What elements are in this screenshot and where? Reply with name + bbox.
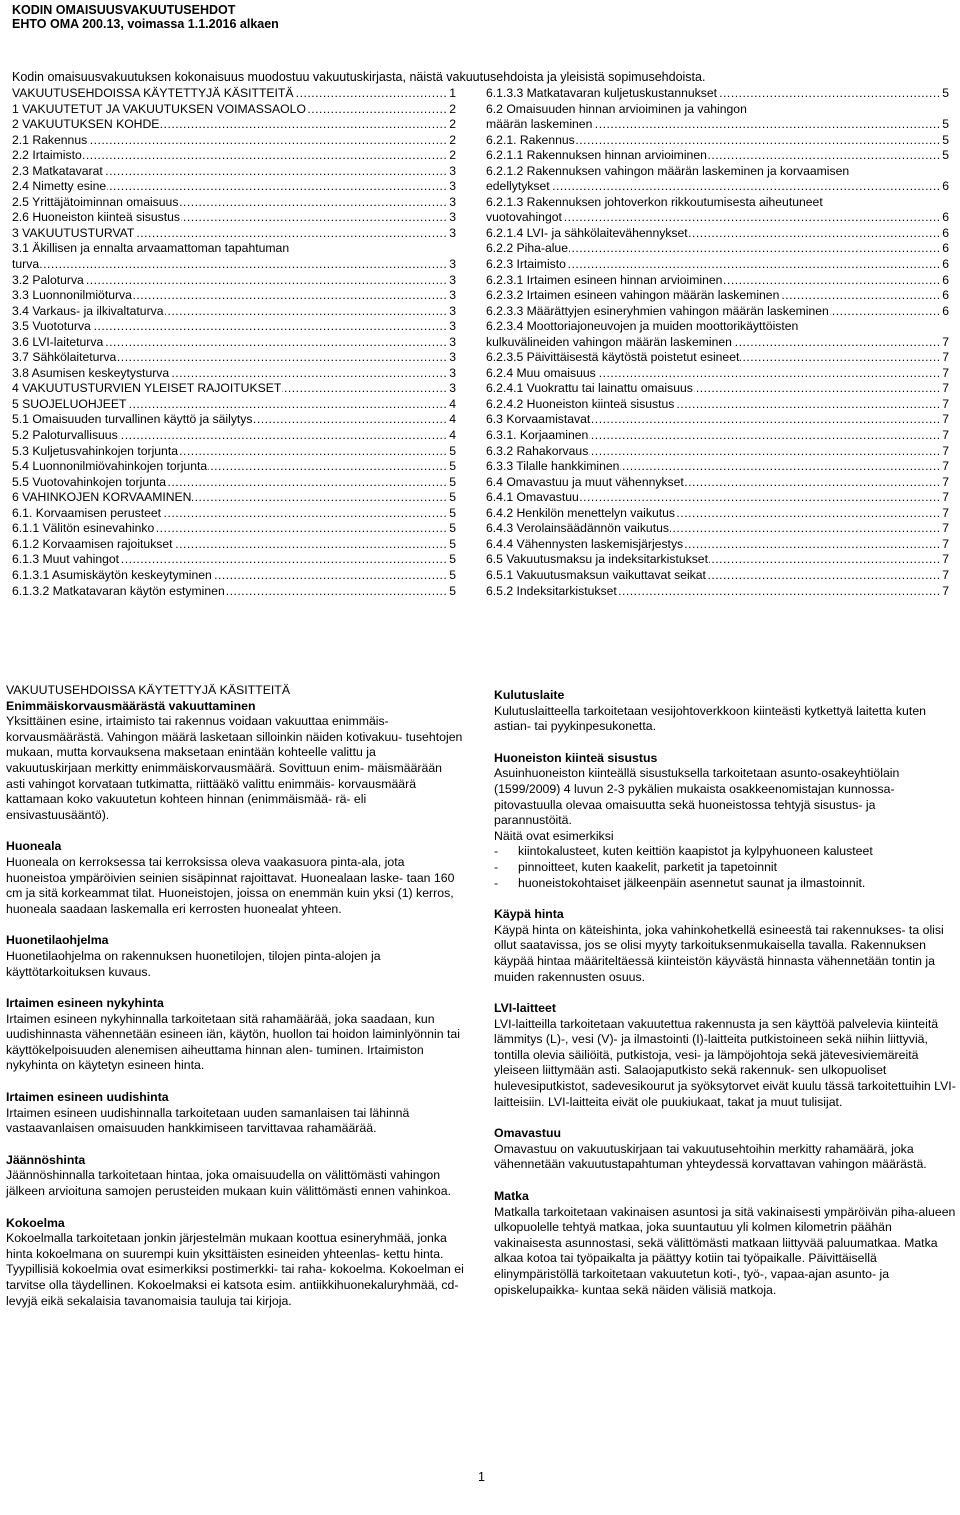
definition-title: Irtaimen esineen uudishinta [6, 1090, 169, 1105]
document-header [12, 3, 279, 31]
toc-entry[interactable] [12, 584, 456, 600]
definitions-heading: VAKUUTUSEHDOISSA KÄYTETTYJÄ KÄSITTEITÄ [6, 683, 291, 697]
toc-entry-page: 3 [449, 303, 456, 318]
toc-entry-page: 1 [449, 86, 456, 100]
toc-entry[interactable] [12, 164, 456, 180]
toc-entry[interactable] [12, 319, 456, 335]
definition-jaannoshinta [6, 1153, 464, 1200]
toc-entry[interactable] [12, 444, 456, 460]
toc-entry-title: 3.8 Asumisen keskeytysturva [12, 365, 170, 380]
examples-intro: Näitä ovat esimerkiksi [494, 828, 614, 843]
toc-entry-title: 5.5 Vuotovahinkojen torjunta [12, 474, 167, 489]
toc-entry-title: 3.7 Sähkölaiteturva [12, 350, 117, 365]
toc-entry[interactable] [12, 335, 456, 351]
toc-entry-title: edellytykset [486, 179, 550, 194]
toc-entry-page: 3 [449, 288, 456, 303]
toc-entry-title: 6.1. Korvaamisen perusteet [12, 505, 162, 520]
document-version: EHTO OMA 200.13, voimassa 1.1.2016 alkaen [12, 17, 279, 31]
toc-entry[interactable] [486, 537, 949, 553]
toc-entry-title: 6.2.4.1 Vuokrattu tai lainattu omaisuus [486, 381, 693, 396]
definitions-left-column [6, 683, 464, 1325]
toc-entry-page: 7 [942, 521, 949, 536]
document-title: KODIN OMAISUUSVAKUUTUSEHDOT [12, 3, 236, 17]
toc-entry-page: 7 [942, 443, 949, 458]
toc-entry-title: 6.2.3.2 Irtaimen esineen vahingon määrän laskeminen [486, 288, 780, 303]
toc-entry-title: 6.2.1.3 Rakennuksen johtoverkon rikkoutumisesta aiheutuneet [486, 194, 823, 209]
toc-entry-title: VAKUUTUSEHDOISSA KÄYTETTYJÄ KÄSITTEITÄ [12, 86, 294, 100]
toc-entry-page: 2 [449, 117, 456, 132]
toc-entry-title: 6.2.3.1 Irtaimen esineen hinnan arvioiminen [486, 272, 723, 287]
definition-kaypa-hinta [494, 907, 956, 985]
toc-entry[interactable] [486, 86, 949, 102]
definition-text: Kokoelmalla tarkoitetaan jonkin järjestelmän mukaan koottua esineryhmää, jonka hinta kokoelmana on suurempi kuin yksittäisten esineiden yhteenlas- kettu hinta. Tyypillisiä kokoelmia ovat esimerkiksi postimerkki- tai raha- kokoelma. Kokoelman ei tarvitse olla täydellinen. Kokoelmaksi ei katsota esim. antiikkihuonekaluryhmää, cd-levyjä eikä sekalaisia tavanomaisia tauluja tai kirjoja. [6, 1231, 464, 1308]
toc-entry-title: 5.1 Omaisuuden turvallinen käyttö ja säilytys [12, 412, 253, 427]
toc-entry-page: 7 [942, 381, 949, 396]
definition-text: Jäännöshinnalla tarkoitetaan hintaa, joka omaisuudella on välittömästi vahingon jälkeen arvioituna samojen perusteiden mukaan kuin välittömästi ennen vahinkoa. [6, 1168, 452, 1199]
toc-entry-page: 6 [942, 210, 949, 225]
definition-text: Asuinhuoneiston kiinteällä sisustuksella tarkoitetaan asunto-osakeyhtiölain (1599/2009) 4 luvun 2-3 pykälien mukaista osakkeenomistajan kunnossa- pitovastuulla olevaa omaisuutta sekä huoneistossa tehtyjä sisustus- ja parannustöitä. [494, 766, 900, 828]
toc-entry-title: turva [12, 257, 40, 272]
toc-entry[interactable] [486, 521, 949, 537]
definition-title: Käypä hinta [494, 907, 564, 922]
toc-entry-page: 5 [942, 86, 949, 100]
toc-entry-page: 5 [449, 536, 456, 551]
definition-kulutuslaite [494, 688, 956, 735]
toc-entry-title: 3.1 Äkillisen ja ennalta arvaamattoman tapahtuman [12, 241, 290, 256]
definition-matka [494, 1189, 956, 1298]
toc-entry[interactable] [12, 273, 456, 289]
toc-entry-page: 3 [449, 257, 456, 272]
toc-entry[interactable] [12, 490, 456, 506]
definition-huonetilaohjelma [6, 933, 464, 980]
definition-title: Jäännöshinta [6, 1152, 86, 1167]
definition-title: Omavastuu [494, 1126, 561, 1141]
toc-entry[interactable] [12, 366, 456, 382]
toc-entry-title: 6.4 Omavastuu ja muut vähennykset [486, 474, 684, 489]
toc-entry-title: 6.4.1 Omavastuu [486, 490, 579, 505]
toc-entry-page: 7 [942, 412, 949, 427]
toc-entry-page: 6 [942, 241, 949, 256]
definition-huoneala [6, 839, 464, 917]
toc-entry[interactable] [486, 304, 949, 320]
toc-entry[interactable] [12, 552, 456, 568]
toc-entry-page: 5 [449, 490, 456, 505]
toc-entry-page: 3 [449, 319, 456, 334]
definition-text: Irtaimen esineen uudishinnalla tarkoitetaan uuden samanlaisen tai lähinnä vastaavanlaisen omaisuuden hankkimiseen tarvittavaa rahamäärää. [6, 1105, 410, 1136]
toc-entry[interactable] [486, 506, 949, 522]
toc-entry[interactable] [12, 210, 456, 226]
toc-entry[interactable] [12, 475, 456, 491]
toc-entry-title: 6.2.2 Piha-alue [486, 241, 568, 256]
toc-entry-page: 6 [942, 288, 949, 303]
page-number: 1 [478, 1470, 485, 1484]
toc-entry[interactable] [486, 288, 949, 304]
toc-entry[interactable] [12, 148, 456, 164]
toc-right-column [486, 86, 949, 599]
definitions-right-column [494, 688, 956, 1314]
definition-title: Matka [494, 1189, 529, 1204]
toc-entry[interactable] [486, 444, 949, 460]
toc-entry-page: 2 [449, 132, 456, 147]
toc-entry-title: 6.2.3.3 Määrättyjen esineryhmien vahingon määrän laskeminen [486, 303, 829, 318]
examples-list [494, 844, 956, 891]
definition-title: Irtaimen esineen nykyhinta [6, 996, 164, 1011]
toc-entry[interactable] [12, 86, 456, 102]
toc-entry-title: kulkuvälineiden vahingon määrän laskeminen [486, 334, 732, 349]
toc-entry[interactable] [12, 179, 456, 195]
toc-entry[interactable] [12, 521, 456, 537]
toc-entry-page: 3 [449, 225, 456, 240]
toc-entry-title: 1 VAKUUTETUT JA VAKUUTUKSEN VOIMASSAOLO [12, 101, 306, 116]
toc-entry-page: 3 [449, 350, 456, 365]
toc-entry[interactable] [486, 366, 949, 382]
definition-text: Irtaimen esineen nykyhinnalla tarkoitetaan sitä rahamäärää, joka saadaan, kun uudishinnasta vähennetään esineen iän, käytön, huollon tai hoidon laiminlyönnin tai käyttökelpoisuuden alenemisen aiheuttama hinnan alen- tuminen. Irtaimiston nykyhinta on käytetyn esineen hinta. [6, 1011, 460, 1073]
toc-entry-title: 6.2.1.1 Rakennuksen hinnan arvioiminen [486, 148, 707, 163]
toc-entry[interactable] [12, 226, 456, 242]
toc-entry-title: 6.2.1. Rakennus [486, 132, 575, 147]
toc-entry-page: 5 [449, 583, 456, 598]
toc-entry-page: 5 [449, 443, 456, 458]
toc-entry[interactable] [486, 195, 949, 211]
toc-entry-title: 6.2.3.4 Moottoriajoneuvojen ja muiden moottorikäyttöisten [486, 319, 799, 334]
toc-entry-page: 3 [449, 381, 456, 396]
toc-entry-page: 3 [449, 163, 456, 178]
toc-entry-title: 6.2.1.2 Rakennuksen vahingon määrän laskeminen ja korvaamisen [486, 163, 850, 178]
toc-entry-page: 7 [942, 583, 949, 598]
definition-text: Kulutuslaitteella tarkoitetaan vesijohtoverkkoon kiinteästi kytkettyä laitetta kuten astian- tai pyykinpesukonetta. [494, 703, 926, 734]
toc-entry-page: 7 [942, 428, 949, 443]
toc-entry-page: 5 [449, 459, 456, 474]
toc-entry-title: 2.3 Matkatavarat [12, 163, 103, 178]
toc-entry-title: 3 VAKUUTUSTURVAT [12, 225, 135, 240]
toc-entry-page: 3 [449, 194, 456, 209]
definition-kiintea-sisustus [494, 751, 956, 891]
toc-entry-page: 7 [942, 396, 949, 411]
toc-entry-page: 6 [942, 257, 949, 272]
toc-entry-title: 6.5.1 Vakuutusmaksun vaikuttavat seikat [486, 567, 706, 582]
toc-entry-title: 3.6 LVI-laiteturva [12, 334, 104, 349]
toc-entry-page: 5 [449, 505, 456, 520]
toc-entry-title: 3.3 Luonnonilmiöturva [12, 288, 132, 303]
toc-entry-title: 2.2 Irtaimisto [12, 148, 82, 163]
definition-lvi-laitteet [494, 1001, 956, 1110]
definition-omavastuu [494, 1126, 956, 1173]
toc-entry[interactable] [486, 412, 949, 428]
toc-entry-page: 5 [942, 148, 949, 163]
toc-entry[interactable] [486, 226, 949, 242]
toc-entry[interactable] [12, 506, 456, 522]
toc-entry[interactable] [486, 490, 949, 506]
toc-entry[interactable] [486, 381, 949, 397]
toc-entry-title: 2.5 Yrittäjätoiminnan omaisuus [12, 194, 179, 209]
toc-entry[interactable] [12, 381, 456, 397]
toc-entry[interactable] [486, 133, 949, 149]
toc-entry-title: 6.2 Omaisuuden hinnan arvioiminen ja vahingon [486, 101, 747, 116]
toc-entry[interactable] [12, 412, 456, 428]
toc-entry-page: 3 [449, 272, 456, 287]
toc-entry-page: 6 [942, 303, 949, 318]
toc-entry-page: 3 [449, 179, 456, 194]
toc-entry[interactable] [486, 350, 949, 366]
toc-entry[interactable] [486, 148, 949, 164]
toc-entry-page: 7 [942, 474, 949, 489]
toc-entry-title: 6.2.4.2 Huoneiston kiinteä sisustus [486, 396, 675, 411]
definition-text: Matkalla tarkoitetaan vakinaisen asuntosi ja sitä vakinaisesti ympäröivän piha-alueen ulkopuolelle tehtyä matkaa, joka suuntautuu yli kolmen kilometrin päähän vakinaisesta asunnostasi, sekä välittömästi matkaan liittyvää paluumatkaa. Matka alkaa kotoa tai työpaikalta ja päättyy kotiin tai työpaikalle. Päivittäisellä elinympäristöllä tarkoitetaan vakuutetun koti-, työ-, vapaa-ajan asunto- ja opiskelupaikka- kuntaa sekä näiden välisiä matkoja. [494, 1204, 956, 1297]
toc-entry-page: 6 [942, 272, 949, 287]
definition-text: Huonetilaohjelma on rakennuksen huonetilojen, tilojen pinta-alojen ja käyttötarkoituksen kuvaus. [6, 948, 381, 979]
definition-text: Käypä hinta on käteishinta, joka vahinkohetkellä esineestä tai rakennukses- ta olisi ollut saatavissa, jos se olisi myyty tarkoituksenmukaisella tavalla. Rakennuksen käypää hintaa määriteltäessä kiinteistön käyvästä hinnasta vähennetään tontin ja muiden rakennusten osuus. [494, 922, 944, 984]
toc-entry-title: 6.5 Vakuutusmaksu ja indeksitarkistukset [486, 552, 708, 567]
definition-title: Kulutuslaite [494, 688, 565, 702]
toc-entry[interactable] [486, 568, 949, 584]
toc-entry-title: 6.3.3 Tilalle hankkiminen [486, 459, 620, 474]
toc-entry-title: 6.2.4 Muu omaisuus [486, 365, 596, 380]
toc-entry[interactable] [486, 210, 949, 226]
toc-entry-title: 6.1.3.3 Matkatavaran kuljetuskustannukset [486, 86, 718, 100]
toc-entry-page: 5 [449, 567, 456, 582]
toc-entry-title: 2.6 Huoneiston kiinteä sisustus [12, 210, 181, 225]
toc-entry[interactable] [486, 584, 949, 600]
list-item: - kiintokalusteet, kuten keittiön kaapistot ja kylpyhuoneen kalusteet [494, 844, 956, 860]
definition-title: Kokoelma [6, 1215, 65, 1230]
toc-entry[interactable] [12, 459, 456, 475]
toc-entry-title: 6.3 Korvaamistavat [486, 412, 591, 427]
definition-text: Yksittäinen esine, irtaimisto tai rakennus voidaan vakuuttaa enimmäis- korvausmäärästä. Vahingon määrä lasketaan silloinkin näiden kotivakuu- tusehtojen mukaan, mutta korvauksena maksetaan enintään kohteelle valittu ja vakuutuskirjaan merkitty enimmäiskorvausmäärä. Sovittuun enim- mäismäärään asti vahingot korvataan tutkimatta, riittääkö valittu enimmäis- korvausmäärä kattamaan koko vakuutetun kohteen hinnan (enimmäismää- rä- eli ensivastuusääntö). [6, 714, 463, 822]
toc-entry-page: 7 [942, 365, 949, 380]
toc-entry[interactable] [12, 117, 456, 133]
toc-entry-page: 5 [449, 521, 456, 536]
toc-entry[interactable] [12, 288, 456, 304]
toc-entry-title: 6.4.4 Vähennysten laskemisjärjestys [486, 536, 684, 551]
toc-entry-title: 6.1.1 Välitön esinevahinko [12, 521, 155, 536]
toc-entry-title: 2 VAKUUTUKSEN KOHDE [12, 117, 160, 132]
toc-entry-title: 6.1.3.2 Matkatavaran käytön estyminen [12, 583, 225, 598]
toc-entry[interactable] [486, 179, 949, 195]
toc-entry-title: 6 VAHINKOJEN KORVAAMINEN [12, 490, 192, 505]
toc-entry[interactable] [486, 164, 949, 180]
toc-entry[interactable] [12, 241, 456, 257]
toc-entry-page: 2 [449, 148, 456, 163]
definition-title: Huoneala [6, 839, 62, 854]
toc-entry-page: 5 [449, 552, 456, 567]
toc-entry-title: 6.1.3.1 Asumiskäytön keskeytyminen [12, 567, 212, 582]
toc-entry-page: 7 [942, 552, 949, 567]
toc-entry[interactable] [486, 117, 949, 133]
toc-entry-title: 6.1.2 Korvaamisen rajoitukset [12, 536, 173, 551]
list-item: - pinnoitteet, kuten kaakelit, parketit ja tapetoinnit [494, 860, 956, 876]
toc-entry[interactable] [12, 428, 456, 444]
toc-entry[interactable] [12, 257, 456, 273]
toc-entry-title: 3.5 Vuototurva [12, 319, 91, 334]
toc-entry-page: 7 [942, 567, 949, 582]
toc-entry-page: 7 [942, 490, 949, 505]
toc-entry[interactable] [486, 102, 949, 118]
toc-entry-title: 6.2.3.5 Päivittäisestä käytöstä poistetut esineet [486, 350, 740, 365]
toc-entry-title: vuotovahingot [486, 210, 562, 225]
toc-entry[interactable] [12, 195, 456, 211]
toc-entry-page: 2 [449, 101, 456, 116]
definition-title: Enimmäiskorvausmäärästä vakuuttaminen [6, 698, 256, 713]
toc-entry-page: 7 [942, 350, 949, 365]
toc-entry[interactable] [12, 537, 456, 553]
toc-entry-page: 3 [449, 210, 456, 225]
definition-nykyhinta [6, 996, 464, 1074]
toc-entry[interactable] [486, 319, 949, 335]
toc-entry[interactable] [486, 552, 949, 568]
toc-entry[interactable] [12, 397, 456, 413]
toc-entry-title: 6.1.3 Muut vahingot [12, 552, 120, 567]
toc-entry[interactable] [12, 102, 456, 118]
toc-entry[interactable] [12, 350, 456, 366]
toc-entry-page: 5 [942, 132, 949, 147]
toc-entry-page: 4 [449, 412, 456, 427]
toc-entry[interactable] [486, 397, 949, 413]
toc-entry[interactable] [486, 428, 949, 444]
definition-title: Huoneiston kiinteä sisustus [494, 750, 658, 765]
toc-entry-title: 6.2.3 Irtaimisto [486, 257, 566, 272]
toc-entry-title: 5.4 Luonnonilmiövahinkojen torjunta [12, 459, 208, 474]
list-item: - huoneistokohtaiset jälkeenpäin asennetut saunat ja ilmastoinnit. [494, 876, 956, 892]
toc-entry-page: 7 [942, 505, 949, 520]
toc-entry-title: 5.2 Paloturvallisuus [12, 428, 118, 443]
toc-entry[interactable] [486, 335, 949, 351]
definition-title: LVI-laitteet [494, 1001, 556, 1016]
toc-entry-title: 4 VAKUUTUSTURVIEN YLEISET RAJOITUKSET [12, 381, 282, 396]
toc-entry-title: 6.2.1.4 LVI- ja sähkölaitevähennykset [486, 225, 688, 240]
definition-text: LVI-laitteilla tarkoitetaan vakuutettua rakennusta ja sen käyttöä palvelevia kiinteitä lämmitys (L)-, vesi (V)- ja ilmastointi (I)-laitteita putkistoineen sekä niihin liittyviä, tontilla olevia säiliöitä, putkistoja, vesi- ja lämpöjohtoja sekä jätevesiviemäreitä yleiseen liittymään asti. Salaojaputkisto sekä rakennuk- sen ulkopuoliset hulevesiputkistot, sadevesikourut ja syöksytorvet eivät kuulu tässä tarkoitettuihin LVI-laitteisiin. LVI-laitteita eivät ole puukiukaat, takat ja muut tulisijat. [494, 1016, 956, 1109]
toc-entry-page: 5 [449, 474, 456, 489]
toc-entry-title: 6.4.2 Henkilön menettelyn vaikutus [486, 505, 676, 520]
toc-entry-page: 3 [449, 334, 456, 349]
intro-text: Kodin omaisuusvakuutuksen kokonaisuus muodostuu vakuutuskirjasta, näistä vakuutusehdoista ja yleisistä sopimusehdoista. [12, 70, 706, 84]
definition-text: Omavastuu on vakuutuskirjaan tai vakuutusehtoihin merkitty rahamäärä, joka vähennetään vakuutustapahtuman yhteydessä korvattavan vahingon määrästä. [494, 1141, 927, 1172]
toc-entry-title: 2.4 Nimetty esine [12, 179, 107, 194]
toc-entry-page: 6 [942, 225, 949, 240]
toc-entry-page: 7 [942, 459, 949, 474]
toc-entry[interactable] [12, 304, 456, 320]
toc-entry-title: 6.3.2 Rahakorvaus [486, 443, 589, 458]
toc-entry[interactable] [486, 273, 949, 289]
toc-entry-page: 4 [449, 396, 456, 411]
toc-entry[interactable] [12, 133, 456, 149]
toc-entry[interactable] [486, 475, 949, 491]
toc-entry-title: määrän laskeminen [486, 117, 593, 132]
toc-entry[interactable] [486, 459, 949, 475]
toc-entry-title: 6.4.3 Verolainsäädännön vaikutus [486, 521, 669, 536]
toc-entry-title: 2.1 Rakennus [12, 132, 88, 147]
toc-entry[interactable] [12, 568, 456, 584]
toc-entry-page: 4 [449, 428, 456, 443]
toc-entry-title: 6.3.1. Korjaaminen [486, 428, 589, 443]
toc-entry-title: 5.3 Kuljetusvahinkojen torjunta [12, 443, 178, 458]
toc-entry[interactable] [486, 257, 949, 273]
toc-entry-title: 3.2 Paloturva [12, 272, 84, 287]
toc-entry-page: 6 [942, 179, 949, 194]
definition-enimmaiskorvaus [6, 683, 464, 823]
toc-entry-page: 7 [942, 536, 949, 551]
definition-kokoelma [6, 1216, 464, 1310]
definition-text: Huoneala on kerroksessa tai kerroksissa oleva vaakasuora pinta-ala, jota huoneistoa ympäröivien seinien sisäpinnat rajoittavat. Huonealaan laske- taan 160 cm ja sitä korkeammat tilat. Huoneistojen, joissa on enemmän kuin yksi (1) kerros, huoneala saadaan laskemalla eri kerrosten huonealat yhteen. [6, 854, 455, 916]
toc-entry-title: 6.5.2 Indeksitarkistukset [486, 583, 617, 598]
definition-title: Huonetilaohjelma [6, 933, 109, 948]
toc-entry-page: 7 [942, 334, 949, 349]
toc-entry-title: 3.4 Varkaus- ja ilkivaltaturva [12, 303, 164, 318]
toc-entry-title: 5 SUOJELUOHJEET [12, 396, 127, 411]
toc-entry[interactable] [486, 241, 949, 257]
toc-entry-page: 5 [942, 117, 949, 132]
definition-uudishinta [6, 1090, 464, 1137]
toc-entry-page: 3 [449, 365, 456, 380]
toc-left-column [12, 86, 456, 599]
